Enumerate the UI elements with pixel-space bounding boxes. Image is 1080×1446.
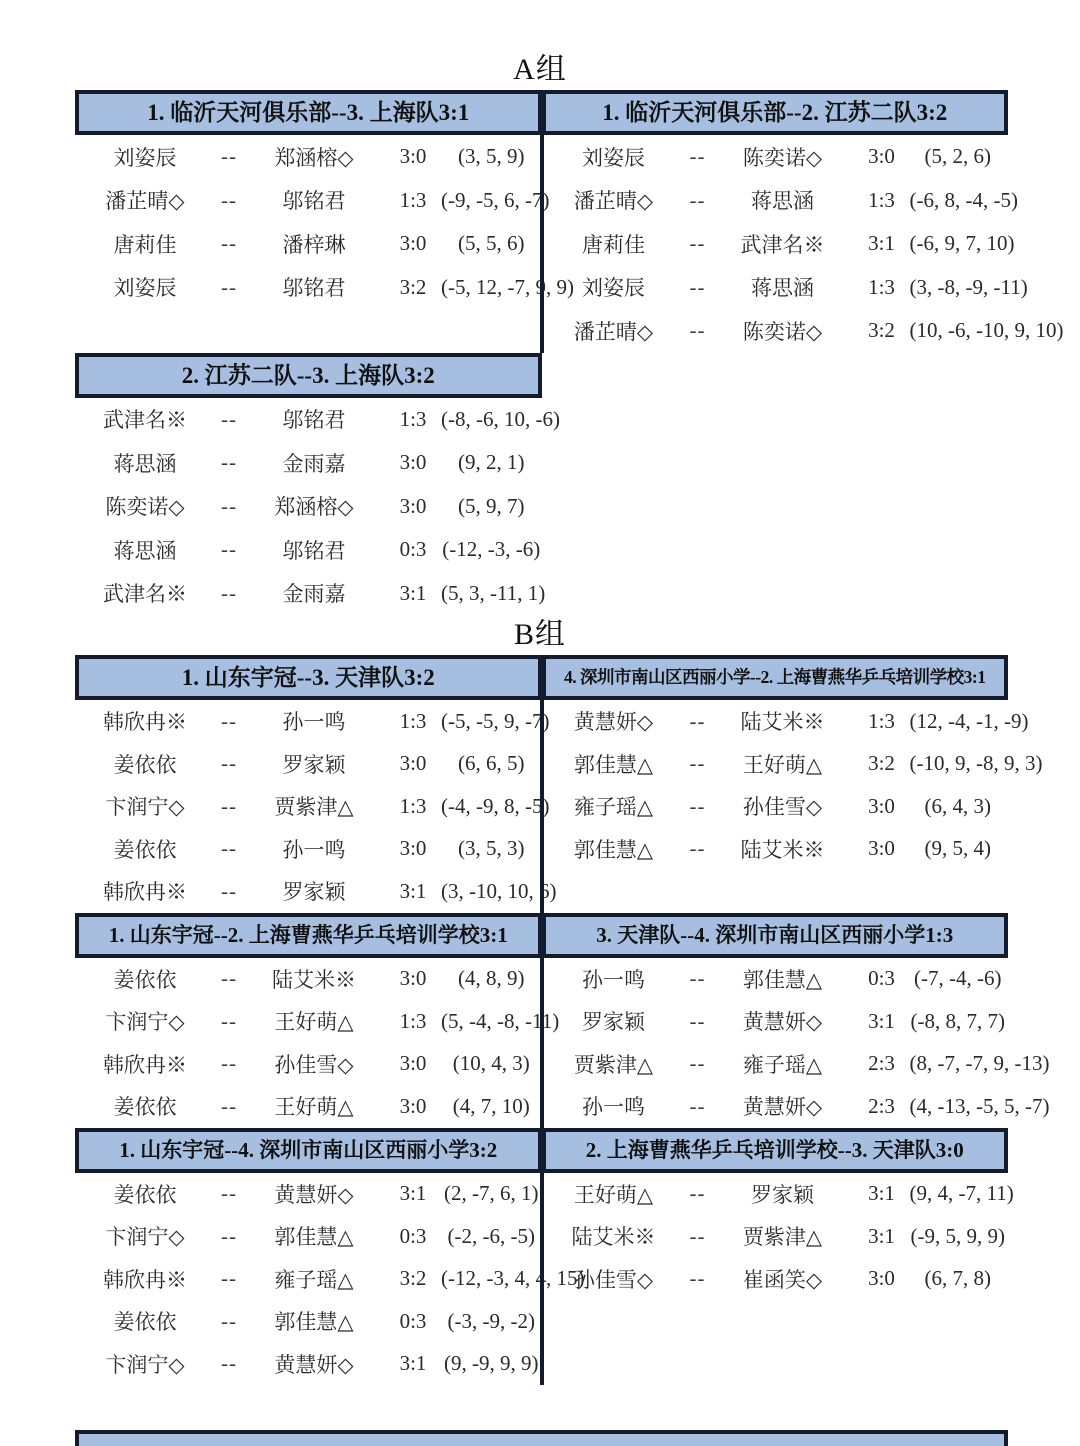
player1-name: 孙一鸣 [582,1095,645,1120]
game-points: (3, 5, 9) [458,144,525,169]
group-a-header-row-1 [75,90,1008,135]
separator: -- [689,231,706,256]
separator: -- [221,144,237,169]
game-points: (4, 8, 9) [458,966,525,991]
player2-name: 陆艾米※ [740,710,825,735]
game-points: (10, -6, -10, 9, 10) [909,318,1064,343]
game-points: (5, 2, 6) [924,144,991,169]
player1-name: 潘芷晴◇ [105,189,185,214]
player2-name: 郑涵榕◇ [274,145,354,170]
game-points: (-9, -5, 6, -7) [441,187,550,212]
player2-name: 金雨嘉 [282,582,346,607]
game-points: (4, 7, 10) [452,1093,530,1118]
separator: -- [221,406,237,431]
match-rows-right [540,1173,1014,1386]
separator: -- [221,1181,237,1206]
group-b-title: B组 [513,618,566,651]
set-score: 1:3 [868,274,895,299]
separator: -- [689,1008,706,1033]
player1-name: 蒋思涵 [113,538,177,563]
player2-name: 邬铭君 [282,408,346,433]
match-row [544,1215,1007,1258]
player1-name: 姜依依 [113,837,177,862]
match-rows-left [75,398,560,616]
player1-name: 刘姿辰 [582,145,645,170]
set-score: 0:3 [399,1223,427,1248]
match-row [75,828,542,871]
match-rows-left [75,1173,585,1386]
separator: -- [221,450,237,475]
game-points: (3, 5, 3) [458,836,525,861]
player2-name: 黄慧妍◇ [742,1010,823,1035]
game-points: (9, 5, 4) [924,836,991,861]
game-points: (8, -7, -7, 9, -13) [909,1051,1050,1076]
player2-name: 崔函笑◇ [742,1267,823,1292]
player1-name: 蒋思涵 [113,451,177,476]
player2-name: 孙佳雪◇ [274,1052,354,1077]
player2-name: 武津名※ [740,232,825,257]
match-rows-left [75,700,557,913]
group-a-title: A组 [513,53,567,86]
set-score: 1:3 [868,187,895,212]
player2-name: 贾紫津△ [742,1225,823,1250]
game-points: (-10, 9, -8, 9, 3) [909,751,1043,776]
player2-name: 陈奕诺◇ [742,145,823,170]
game-points: (10, 4, 3) [452,1051,530,1076]
separator: -- [221,580,237,605]
player1-name: 武津名※ [103,582,187,607]
separator: -- [689,274,706,299]
group-b-header-row-3 [75,1128,1008,1173]
player1-name: 雍子瑶△ [573,795,654,820]
set-score: 3:2 [399,1266,427,1291]
player2-name: 潘梓琳 [282,232,346,257]
player2-name: 孙一鸣 [282,837,346,862]
player1-name: 罗家颖 [582,1010,645,1035]
player1-name: 卞润宁◇ [105,1010,185,1035]
match-row [75,485,542,529]
game-points: (3, -8, -9, -11) [909,274,1028,299]
set-score: 3:0 [399,450,427,475]
player2-name: 邬铭君 [282,276,346,301]
separator: -- [221,1093,237,1118]
player1-name: 郭佳慧△ [573,752,654,777]
player1-name: 韩欣冉※ [103,710,187,735]
set-score: 3:1 [399,580,427,605]
match-header: 1. 山东宇冠--3. 天津队3:2 [75,655,542,700]
separator: -- [221,537,237,562]
separator: -- [689,1223,706,1248]
match-row [544,266,1028,310]
player1-name: 唐莉佳 [113,232,177,257]
group-a-table [75,90,1064,615]
game-points: (5, 9, 7) [458,493,525,518]
match-header: 4. 深圳市南山区西丽小学--2. 上海曹燕华乒乓培训学校3:1 [542,655,1009,700]
player1-name: 贾紫津△ [573,1052,654,1077]
player2-name: 雍子瑶△ [274,1267,354,1292]
game-points: (5, -4, -8, -11) [441,1008,560,1033]
match-rows-right [540,958,1050,1128]
set-score: 2:3 [868,1093,895,1118]
match-row [544,1173,1014,1216]
player2-name: 金雨嘉 [282,451,346,476]
separator: -- [221,493,237,518]
set-score: 3:0 [399,751,427,776]
match-row [75,1000,560,1043]
player2-name: 陆艾米※ [272,967,356,992]
player1-name: 王好萌△ [573,1182,654,1207]
player2-name: 陈奕诺◇ [742,319,823,344]
player1-name: 韩欣冉※ [103,1267,187,1292]
player2-name: 贾紫津△ [274,795,354,820]
separator: -- [221,708,237,733]
player2-name: 孙一鸣 [282,710,346,735]
game-points: (5, 3, -11, 1) [441,580,546,605]
match-row [544,828,1007,871]
match-header: 2. 上海曹燕华乒乓培训学校--3. 天津队3:0 [542,1128,1009,1173]
separator: -- [221,878,237,903]
match-row [544,743,1043,786]
group-b-rows-2 [75,958,1050,1128]
player2-name: 王好萌△ [742,752,823,777]
match-row [544,135,1007,179]
game-points: (-4, -9, 8, -5) [441,793,550,818]
match-row [544,1258,1007,1301]
group-b-header-row-1 [75,655,1008,700]
set-score: 1:3 [399,708,427,733]
game-points: (3, -10, 10, 6) [441,878,557,903]
set-score: 1:3 [868,708,895,733]
game-points: (6, 7, 8) [924,1266,991,1291]
player1-name: 卞润宁◇ [105,795,185,820]
set-score: 1:3 [399,187,427,212]
game-points: (2, -7, 6, 1) [444,1181,539,1206]
set-score: 3:0 [868,793,895,818]
player2-name: 邬铭君 [282,189,346,214]
game-points: (-6, 9, 7, 10) [909,231,1015,256]
separator: -- [221,1051,237,1076]
match-rows-right [540,135,1064,353]
match-row [544,309,1064,353]
set-score: 3:0 [399,144,427,169]
player2-name: 黄慧妍◇ [274,1182,354,1207]
game-points: (9, -9, 9, 9) [444,1351,539,1376]
separator: -- [689,1181,706,1206]
player1-name: 姜依依 [113,1182,177,1207]
group-b-header-row-2 [75,913,1008,958]
set-score: 1:3 [399,793,427,818]
match-header: 3. 天津队--4. 深圳市南山区西丽小学1:3 [542,913,1009,958]
match-row [544,1000,1007,1043]
game-points: (-5, 12, -7, 9, 9) [441,274,574,299]
player1-name: 陈奕诺◇ [105,495,185,520]
game-points: (-2, -6, -5) [447,1223,535,1248]
set-score: 3:1 [399,1351,427,1376]
game-points: (4, -13, -5, 5, -7) [909,1093,1050,1118]
player1-name: 韩欣冉※ [103,880,187,905]
match-row [75,1173,542,1216]
separator: -- [689,836,706,861]
player2-name: 黄慧妍◇ [742,1095,823,1120]
game-points: (-3, -9, -2) [447,1308,535,1333]
separator: -- [689,1093,706,1118]
set-score: 3:2 [868,318,895,343]
separator: -- [689,318,706,343]
separator: -- [689,187,706,212]
match-row [75,1343,542,1386]
separator: -- [221,187,237,212]
match-row [544,958,1007,1001]
player1-name: 刘姿辰 [582,276,645,301]
player1-name: 孙一鸣 [582,967,645,992]
group-b-table [75,655,1050,1385]
set-score: 3:2 [868,751,895,776]
game-points: (-8, -6, 10, -6) [441,406,560,431]
set-score: 3:0 [399,231,427,256]
match-row [544,700,1029,743]
player1-name: 卞润宁◇ [105,1225,185,1250]
match-header: 1. 临沂天河俱乐部--2. 江苏二队3:2 [542,90,1009,135]
player2-name: 罗家颖 [282,880,346,905]
separator: -- [221,231,237,256]
match-row [75,1215,542,1258]
separator: -- [221,793,237,818]
match-row [75,743,542,786]
match-row [75,398,560,442]
player2-name: 陆艾米※ [740,837,825,862]
player2-name: 郭佳慧△ [274,1225,354,1250]
player1-name: 黄慧妍◇ [573,710,654,735]
set-score: 3:0 [399,1093,427,1118]
separator: -- [221,274,237,299]
player2-name: 孙佳雪◇ [742,795,823,820]
player1-name: 刘姿辰 [113,145,177,170]
set-score: 2:3 [868,1051,895,1076]
set-score: 1:3 [399,1008,427,1033]
group-b-rows-1 [75,700,1043,913]
separator: -- [221,836,237,861]
player2-name: 王好萌△ [274,1010,354,1035]
player1-name: 姜依依 [113,752,177,777]
match-row [75,1258,585,1301]
player2-name: 郭佳慧△ [742,967,823,992]
player1-name: 郭佳慧△ [573,837,654,862]
player2-name: 王好萌△ [274,1095,354,1120]
match-row [544,179,1018,223]
player2-name: 郭佳慧△ [274,1310,354,1335]
separator: -- [689,708,706,733]
separator: -- [221,1223,237,1248]
group-a-rows-1 [75,135,1064,353]
player1-name: 潘芷晴◇ [573,319,654,344]
set-score: 3:1 [399,1181,427,1206]
match-row [75,179,550,223]
separator: -- [689,751,706,776]
set-score: 0:3 [868,966,895,991]
match-row [75,572,546,616]
match-row [544,222,1015,266]
match-row [75,1300,542,1343]
game-points: (6, 4, 3) [924,793,991,818]
match-row [75,222,542,266]
match-row [75,1085,542,1128]
game-points: (-12, -3, 4, 4, 15) [441,1266,585,1291]
match-header: 2. 江苏二队--3. 上海队3:2 [75,353,542,398]
player1-name: 陆艾米※ [571,1225,656,1250]
match-row [75,441,542,485]
game-points: (-8, 8, 7, 7) [910,1008,1005,1033]
set-score: 3:1 [868,1181,895,1206]
match-row [544,1085,1050,1128]
game-points: (-7, -4, -6) [914,966,1002,991]
set-score: 1:3 [399,406,427,431]
match-row [75,135,542,179]
match-row [75,266,574,310]
match-row [75,700,550,743]
separator: -- [689,793,706,818]
set-score: 3:0 [399,1051,427,1076]
game-points: (12, -4, -1, -9) [909,708,1029,733]
match-row [75,1043,542,1086]
match-row [75,785,550,828]
game-points: (-9, 5, 9, 9) [910,1223,1005,1248]
game-points: (-5, -5, 9, -7) [441,708,550,733]
set-score: 3:0 [399,493,427,518]
group-a-rows-2 [75,398,1008,616]
separator: -- [221,751,237,776]
player1-name: 卞润宁◇ [105,1352,185,1377]
separator: -- [689,1051,706,1076]
match-row [544,1043,1050,1086]
player2-name: 邬铭君 [282,538,346,563]
game-points: (5, 5, 6) [458,231,525,256]
match-header: 1. 临沂天河俱乐部--3. 上海队3:1 [75,90,542,135]
player2-name: 郑涵榕◇ [274,495,354,520]
match-header: 1. 山东宇冠--4. 深圳市南山区西丽小学3:2 [75,1128,542,1173]
separator: -- [221,1351,237,1376]
group-a-header-row-2 [75,353,1008,398]
player1-name: 孙佳雪◇ [573,1267,654,1292]
set-score: 3:1 [399,878,427,903]
player2-name: 雍子瑶△ [742,1052,823,1077]
player1-name: 潘芷晴◇ [573,189,654,214]
player2-name: 蒋思涵 [751,276,814,301]
game-points: (9, 4, -7, 11) [909,1181,1014,1206]
player1-name: 武津名※ [103,408,187,433]
game-points: (6, 6, 5) [458,751,525,776]
partial-next-header-bar [75,1430,1008,1446]
set-score: 3:0 [399,836,427,861]
separator: -- [689,966,706,991]
match-row [75,870,557,913]
player2-name: 黄慧妍◇ [274,1352,354,1377]
match-rows-right [540,700,1043,913]
separator: -- [221,1308,237,1333]
set-score: 3:0 [868,1266,895,1291]
match-header: 1. 山东宇冠--2. 上海曹燕华乒乓培训学校3:1 [75,913,542,958]
set-score: 3:0 [868,144,895,169]
match-row [544,785,1007,828]
set-score: 3:2 [399,274,427,299]
set-score: 3:1 [868,1008,895,1033]
player1-name: 姜依依 [113,1310,177,1335]
set-score: 3:1 [868,231,895,256]
game-points: (-12, -3, -6) [442,537,541,562]
player1-name: 韩欣冉※ [103,1052,187,1077]
player1-name: 姜依依 [113,967,177,992]
match-row [75,528,542,572]
player2-name: 蒋思涵 [751,189,814,214]
set-score: 0:3 [399,1308,427,1333]
set-score: 0:3 [399,537,427,562]
set-score: 3:0 [868,836,895,861]
game-points: (-6, 8, -4, -5) [909,187,1018,212]
game-points: (9, 2, 1) [458,450,525,475]
match-rows-left [75,958,560,1128]
separator: -- [221,1266,237,1291]
separator: -- [689,144,706,169]
match-rows-left [75,135,574,353]
player1-name: 姜依依 [113,1095,177,1120]
set-score: 3:1 [868,1223,895,1248]
player2-name: 罗家颖 [282,752,346,777]
separator: -- [221,1008,237,1033]
group-b-rows-3 [75,1173,1014,1386]
set-score: 3:0 [399,966,427,991]
match-row [75,958,542,1001]
player1-name: 刘姿辰 [113,276,177,301]
player2-name: 罗家颖 [751,1182,814,1207]
player1-name: 唐莉佳 [582,232,645,257]
separator: -- [689,1266,706,1291]
separator: -- [221,966,237,991]
